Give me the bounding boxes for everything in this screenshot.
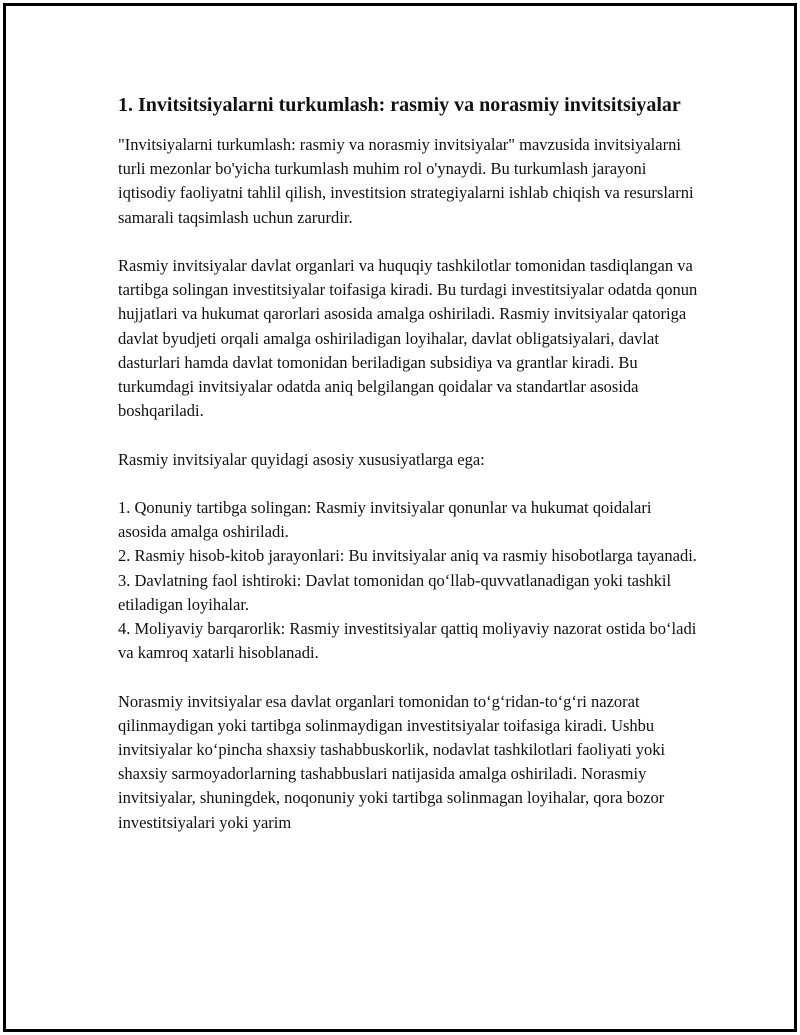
paragraph-spacer — [118, 423, 698, 447]
features-list — [118, 496, 698, 665]
document-title: 1. Invitsitsiyalarni turkumlash: rasmiy va norasmiy invitsitsiyalar — [118, 94, 681, 116]
paragraph-spacer — [118, 230, 698, 254]
informal-investments-paragraph: Norasmiy invitsiyalar esa davlat organlari tomonidan to‘g‘ridan-to‘g‘ri nazorat qilinmaydigan yoki tartibga solinmaydigan investitsiyalar toifasiga kiradi. Ushbu invitsiyalar ko‘pincha shaxsiy tashabbuskorlik, nodavlat tashkilotlari faoliyati yoki shaxsiy sarmoyadorlarning tashabbuslari natijasida amalga oshiriladi. Norasmiy invitsiyalar, shuningdek, noqonuniy yoki tartibga solinmagan loyihalar, qora bozor investitsiyalari yoki yarim — [118, 691, 666, 832]
list-item: 2. Rasmiy hisob-kitob jarayonlari: Bu invitsiyalar aniq va rasmiy hisobotlarga tayanadi. — [118, 546, 697, 566]
list-item: 4. Moliyaviy barqarorlik: Rasmiy investitsiyalar qattiq moliyaviy nazorat ostida bo‘ladi va kamroq xatarli hisoblanadi. — [118, 619, 697, 663]
document-body — [118, 92, 698, 835]
intro-paragraph: "Invitsiyalarni turkumlash: rasmiy va norasmiy invitsiyalar" mavzusida invitsiyalarni turli mezonlar bo'yicha turkumlash muhim rol o'ynaydi. Bu turkumlash jarayoni iqtisodiy faoliyatni tahlil qilish, investitsion strategiyalarni ishlab chiqish va resurslarni samarali taqsimlash uchun zarurdir. — [118, 135, 694, 227]
features-intro-paragraph: Rasmiy invitsiyalar quyidagi asosiy xususiyatlarga ega: — [118, 449, 485, 469]
paragraph-spacer — [118, 665, 698, 689]
list-item: 1. Qonuniy tartibga solingan: Rasmiy invitsiyalar qonunlar va hukumat qoidalari asosida amalga oshiriladi. — [118, 498, 652, 542]
list-item: 3. Davlatning faol ishtiroki: Davlat tomonidan qo‘llab-quvvatlanadigan yoki tashkil etiladigan loyihalar. — [118, 570, 672, 614]
paragraph-spacer — [118, 472, 698, 496]
official-investments-paragraph: Rasmiy invitsiyalar davlat organlari va huquqiy tashkilotlar tomonidan tasdiqlangan va tartibga solingan investitsiyalar toifasiga kiradi. Bu turdagi investitsiyalar odatda qonun hujjatlari va hukumat qarorlari asosida amalga oshiriladi. Rasmiy invitsiyalar qatoriga davlat byudjeti orqali amalga oshiriladigan loyihalar, davlat obligatsiyalari, davlat dasturlari hamda davlat tomonidan beriladigan subsidiya va grantlar kiradi. Bu turkumdagi invitsiyalar odatda aniq belgilangan qoidalar va standartlar asosida boshqariladi. — [118, 256, 698, 421]
